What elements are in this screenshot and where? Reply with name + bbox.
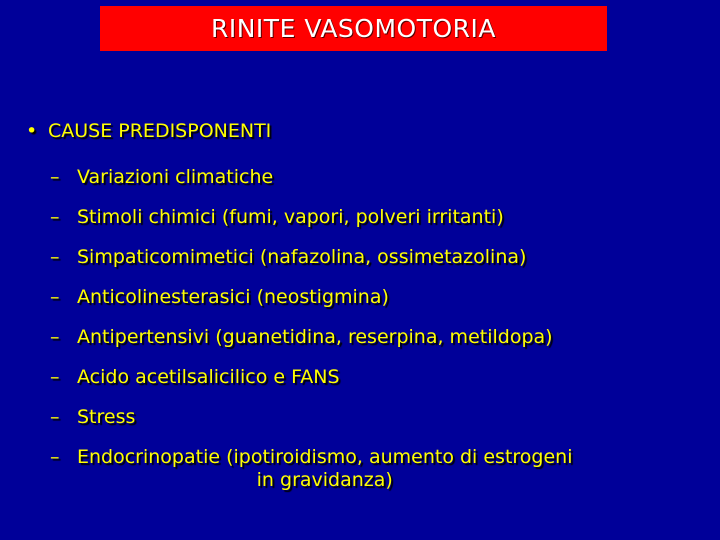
bullet-heading-text: CAUSE PREDISPONENTI	[48, 120, 272, 142]
list-item-text: Acido acetilsalicilico e FANS	[77, 366, 340, 388]
bullet-heading	[26, 120, 271, 142]
list-item	[50, 286, 573, 326]
dash-icon: –	[50, 406, 60, 428]
list-item-text: Simpaticomimetici (nafazolina, ossimetazolina)	[77, 246, 527, 268]
dash-icon: –	[50, 246, 60, 268]
list-item-text: Variazioni climatiche	[77, 166, 274, 188]
list-item	[50, 166, 573, 206]
list-item	[50, 246, 573, 286]
slide-title: RINITE VASOMOTORIA	[210, 14, 497, 43]
list-item-text: Endocrinopatie (ipotiroidismo, aumento di estrogeni in gravidanza)	[77, 446, 573, 491]
dash-icon: –	[50, 166, 60, 188]
dash-icon: –	[50, 326, 60, 348]
bullet-icon: •	[26, 120, 38, 142]
list-item	[50, 446, 573, 498]
cause-list	[50, 166, 573, 498]
dash-icon: –	[50, 366, 60, 388]
list-item	[50, 406, 573, 446]
list-item	[50, 326, 573, 366]
list-item-text: Anticolinesterasici (neostigmina)	[77, 286, 389, 308]
title-box	[100, 6, 607, 51]
list-item	[50, 206, 573, 246]
dash-icon: –	[50, 446, 60, 468]
list-item	[50, 366, 573, 406]
list-item-text: Antipertensivi (guanetidina, reserpina, metildopa)	[77, 326, 553, 348]
list-item-text: Stimoli chimici (fumi, vapori, polveri irritanti)	[77, 206, 504, 228]
dash-icon: –	[50, 286, 60, 308]
list-item-text: Stress	[77, 406, 136, 428]
dash-icon: –	[50, 206, 60, 228]
